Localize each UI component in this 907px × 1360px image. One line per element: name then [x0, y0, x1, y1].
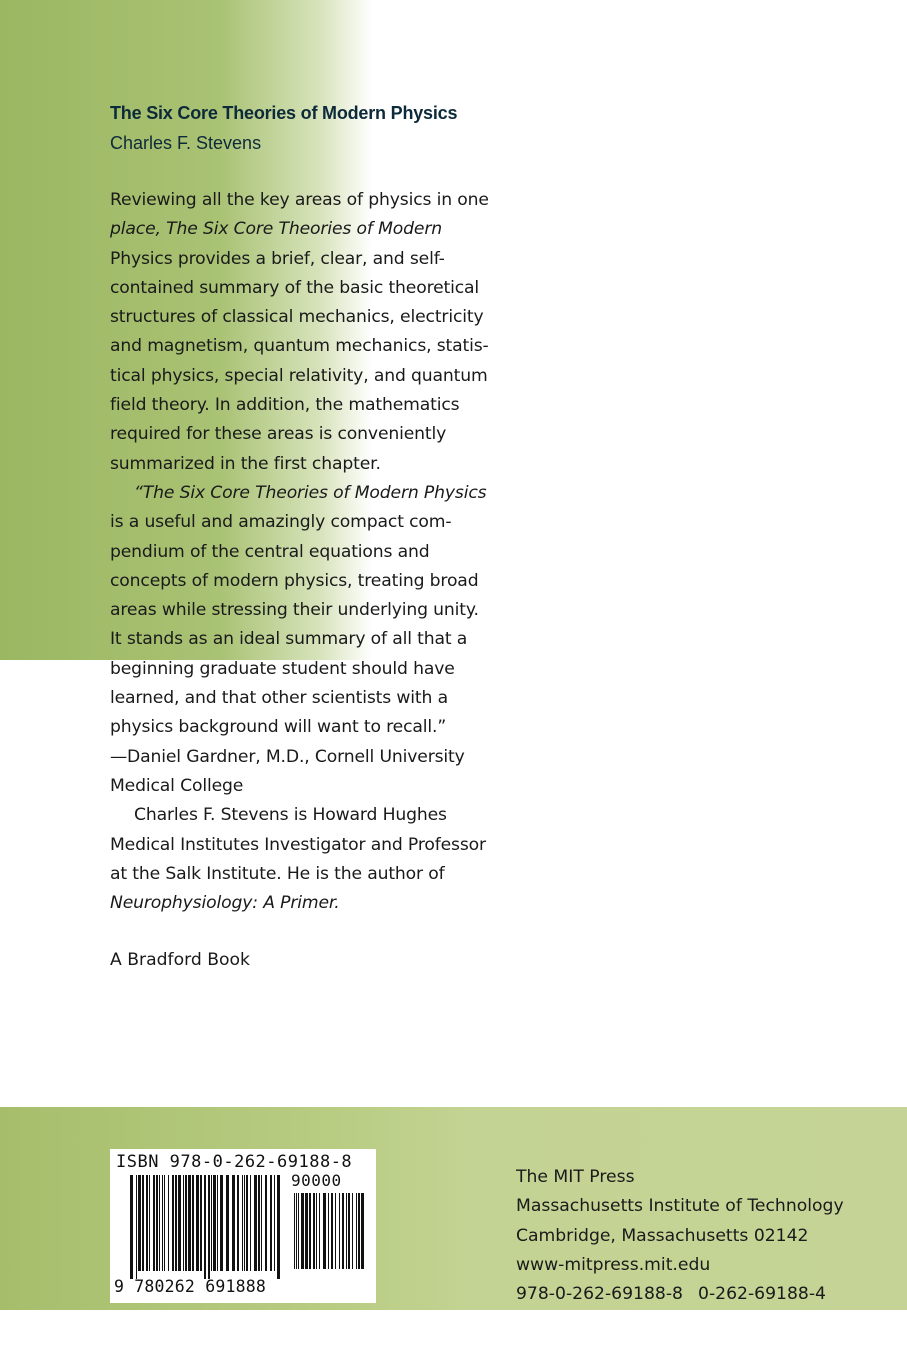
- book-title: The Six Core Theories of Modern Physics: [110, 103, 458, 123]
- description: [110, 186, 490, 918]
- barcode-bar: [188, 1175, 191, 1271]
- quote-line: pendium of the central equations and: [110, 541, 430, 562]
- quote-line: physics background will want to recall.”: [110, 717, 447, 738]
- barcode-bar: [244, 1175, 245, 1271]
- review-quote: [110, 479, 490, 801]
- description-line: Reviewing all the key areas of physics in one: [110, 190, 489, 210]
- barcode-addon-number: 90000: [291, 1171, 342, 1190]
- bio-line: Medical Institutes Investigator and Professor: [110, 834, 486, 855]
- bio-line: Neurophysiology: A Primer.: [110, 893, 340, 914]
- barcode-bar: [331, 1193, 333, 1269]
- publisher-website: www-mitpress.mit.edu: [516, 1254, 711, 1275]
- barcode-bar: [175, 1175, 177, 1271]
- barcode-bar: [138, 1175, 141, 1271]
- publisher-info: [516, 1163, 886, 1309]
- barcode-bar: [309, 1193, 311, 1269]
- barcode-bar: [185, 1175, 187, 1271]
- ean-barcode-bars: [130, 1175, 282, 1279]
- barcode-bar: [162, 1175, 163, 1271]
- description-line: [110, 215, 490, 244]
- barcode-bar: [274, 1175, 275, 1271]
- barcode-bar: [156, 1175, 158, 1271]
- author-bio: [110, 801, 490, 918]
- barcode-bar: [153, 1175, 155, 1271]
- addon-barcode-bars: [294, 1193, 370, 1277]
- bio-line: Charles F. Stevens is Howard Hughes: [134, 805, 447, 826]
- barcode-bar: [146, 1175, 148, 1271]
- barcode-bar: [159, 1175, 160, 1271]
- barcode-bar: [335, 1193, 336, 1269]
- description-line: contained summary of the basic theoretical: [110, 277, 480, 298]
- barcode-bar: [254, 1175, 257, 1271]
- barcode-bar: [220, 1175, 223, 1271]
- barcode-bar: [130, 1175, 133, 1279]
- quote-line: “The Six Core Theories of Modern Physics: [134, 482, 487, 503]
- barcode-bar: [356, 1193, 357, 1269]
- barcode-bar: [319, 1193, 320, 1269]
- barcode-bar: [261, 1175, 262, 1271]
- barcode-bar: [200, 1175, 202, 1271]
- barcode-bar: [339, 1193, 340, 1269]
- barcode-bar: [246, 1175, 248, 1271]
- barcode-digits: 9 780262 691888: [114, 1277, 267, 1296]
- book-author: Charles F. Stevens: [110, 133, 262, 153]
- barcode-bar: [178, 1175, 181, 1271]
- barcode-bar: [258, 1175, 260, 1271]
- isbn-10: 0-262-69188-4: [698, 1284, 826, 1305]
- barcode-bar: [346, 1193, 347, 1269]
- quote-attribution: —Daniel Gardner, M.D., Cornell University: [110, 746, 465, 767]
- quote-line: concepts of modern physics, treating broad: [110, 570, 479, 591]
- barcode-bar: [196, 1175, 199, 1271]
- barcode-bar: [313, 1193, 315, 1269]
- barcode-bar: [270, 1175, 272, 1271]
- barcode-bar: [361, 1193, 364, 1269]
- imprint: A Bradford Book: [110, 950, 251, 971]
- barcode-bar: [323, 1193, 326, 1269]
- barcode-bar: [358, 1193, 360, 1269]
- barcode-bar: [204, 1175, 206, 1279]
- barcode-bar: [237, 1175, 239, 1271]
- barcode-bar: [136, 1175, 137, 1279]
- isbn-row: [516, 1280, 826, 1309]
- barcode-bar: [265, 1175, 267, 1271]
- quote-attribution: Medical College: [110, 775, 244, 796]
- publisher-city: Cambridge, Massachusetts 02142: [516, 1225, 809, 1246]
- barcode-bar: [232, 1175, 235, 1271]
- back-cover-text: [110, 98, 490, 975]
- barcode-bar: [192, 1175, 194, 1271]
- barcode-bar: [226, 1175, 229, 1271]
- barcode-bar: [208, 1175, 210, 1279]
- description-line: tical physics, special relativity, and quantum: [110, 365, 488, 386]
- barcode-bar: [294, 1193, 295, 1269]
- barcode-bar: [142, 1175, 144, 1271]
- isbn-13: 978-0-262-69188-8: [516, 1284, 683, 1305]
- barcode: [110, 1149, 376, 1303]
- description-line: structures of classical mechanics, electricity: [110, 307, 484, 328]
- bio-line: at the Salk Institute. He is the author of: [110, 863, 445, 884]
- barcode-bar: [217, 1175, 218, 1271]
- quote-line: areas while stressing their underlying unity.: [110, 600, 479, 621]
- description-line: and magnetism, quantum mechanics, statis-: [110, 336, 489, 357]
- quote-line: It stands as an ideal summary of all that a: [110, 629, 468, 650]
- barcode-bar: [328, 1193, 329, 1269]
- barcode-bar: [183, 1175, 184, 1271]
- barcode-bar: [242, 1175, 243, 1271]
- barcode-bar: [352, 1193, 353, 1269]
- barcode-bar: [172, 1175, 174, 1271]
- barcode-bar: [296, 1193, 297, 1269]
- description-line: Physics provides a brief, clear, and self-: [110, 248, 445, 269]
- barcode-bar: [250, 1175, 251, 1271]
- barcode-bar: [277, 1175, 280, 1279]
- barcode-bar: [164, 1175, 165, 1271]
- barcode-bar: [149, 1175, 150, 1271]
- description-paragraph: [110, 186, 490, 479]
- barcode-bar: [298, 1193, 299, 1269]
- description-line-with-title: place, The Six Core Theories of Modern: [110, 219, 442, 240]
- barcode-bar: [348, 1193, 350, 1269]
- barcode-isbn-label: ISBN 978-0-262-69188-8: [116, 1152, 353, 1172]
- barcode-bar: [211, 1175, 212, 1271]
- description-line: summarized in the first chapter.: [110, 453, 381, 474]
- barcode-bar: [342, 1193, 344, 1269]
- publisher-institute: Massachusetts Institute of Technology: [516, 1196, 844, 1217]
- quote-line: learned, and that other scientists with a: [110, 688, 448, 709]
- quote-line: beginning graduate student should have: [110, 658, 455, 679]
- barcode-bar: [316, 1193, 317, 1269]
- barcode-bar: [168, 1175, 169, 1271]
- description-line: required for these areas is conveniently: [110, 424, 447, 445]
- publisher-name: The MIT Press: [516, 1167, 635, 1187]
- description-line: field theory. In addition, the mathematics: [110, 395, 460, 416]
- barcode-bar: [305, 1193, 308, 1269]
- barcode-bar: [213, 1175, 216, 1271]
- barcode-bar: [301, 1193, 304, 1269]
- quote-line: is a useful and amazingly compact com-: [110, 512, 452, 533]
